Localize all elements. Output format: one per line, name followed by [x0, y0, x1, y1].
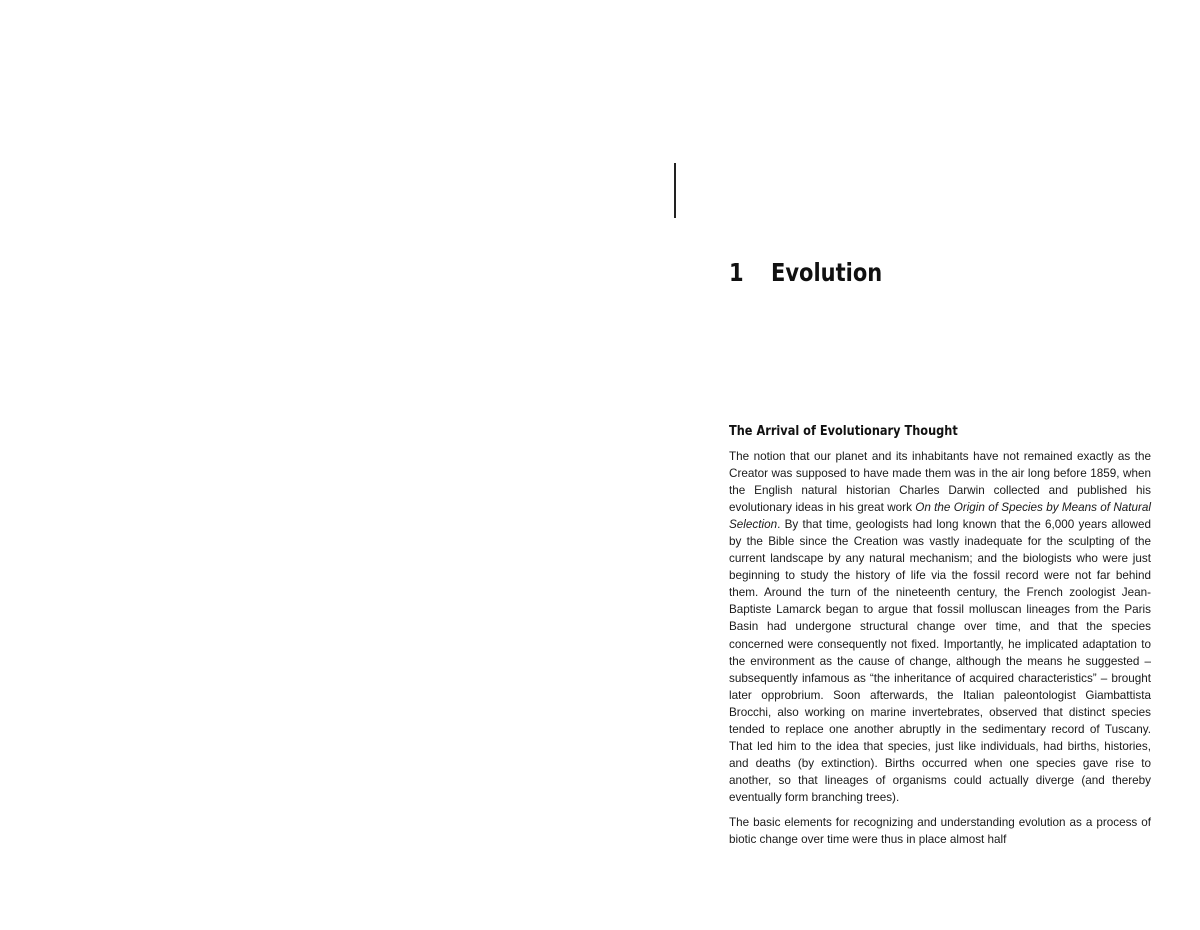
- chapter-rule: [674, 163, 676, 218]
- chapter-number: 1: [729, 258, 744, 287]
- chapter-title: Evolution: [771, 258, 883, 287]
- paragraph-1: [729, 448, 1151, 806]
- paragraph-1-lead: The notion that our planet and its inhabitants have not remained exactly as the Creator was supposed to have made them was in the air long before 1859, when the English natural historian Charles Darwin collected and published his evolutionary ideas in his great work: [729, 450, 1151, 515]
- body-text: [729, 448, 1151, 856]
- book-title: On the Origin of Species by Means of Natural Selection: [729, 501, 1152, 532]
- chapter-heading: [729, 258, 882, 287]
- paragraph-2: The basic elements for recognizing and understanding evolution as a process of biotic change over time were thus in place almost half: [729, 815, 1151, 847]
- paragraph-1-rest: . By that time, geologists had long known that the 6,000 years allowed by the Bible since the Creation was vastly inadequate for the sculpting of the current landscape by any natural mechanism; and the biologists who were just beginning to study the history of life via the fossil record were not far behind them. Around the turn of the nineteenth century, the French zoologist Jean-Baptiste Lamarck began to argue that fossil molluscan lineages from the Paris Basin had undergone structural change over time, and that the species concerned were consequently not fixed. Importantly, he implicated adaptation to the environment as the cause of change, although the means he suggested – subsequently infamous as “the inheritance of acquired characteristics” – brought later opprobrium. Soon afterwards, the Italian paleontologist Giambattista Brocchi, also working on marine invertebrates, observed that distinct species tended to replace one another abruptly in the sedimentary record of Tuscany. That led him to the idea that species, just like individuals, had births, histories, and deaths (by extinction). Births occurred when one species gave rise to another, so that lineages of organisms could actually diverge (and thereby eventually form branching trees).: [729, 518, 1151, 804]
- section-heading: The Arrival of Evolutionary Thought: [729, 423, 958, 439]
